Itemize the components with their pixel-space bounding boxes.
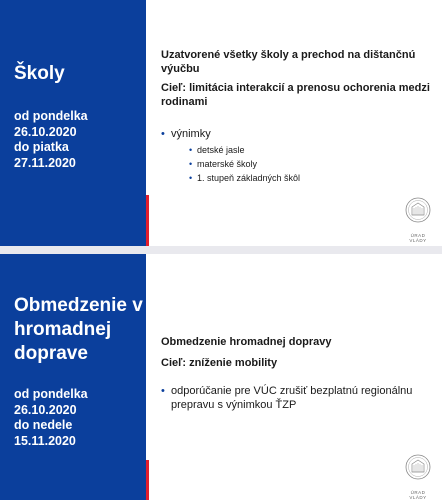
slide-title: Školy [14, 63, 65, 84]
slide-content [161, 335, 432, 412]
sidebar [0, 254, 146, 500]
sub-item: • materské školy [189, 157, 432, 171]
logo-label: ÚRAD VLÁDY [409, 233, 427, 243]
bullet-text: odporúčanie pre VÚC zrušiť bezplatnú regionálnu prepravu s výnimkou ŤZP [171, 385, 413, 411]
date-range [14, 109, 88, 171]
accent-line [146, 460, 149, 500]
sub-item: • detské jasle [189, 143, 432, 157]
heading-goal: Cieľ: zníženie mobility [161, 357, 278, 369]
date-line: 26.10.2020 [14, 124, 77, 139]
government-office-crest-icon [404, 195, 432, 243]
crest-graphic [404, 452, 432, 484]
slide-transport [0, 254, 442, 500]
slide-schools [0, 0, 442, 246]
slide-content [161, 48, 432, 185]
sub-item: • 1. stupeň základných škôl [189, 171, 432, 185]
accent-line [146, 195, 149, 246]
date-line: do nedele [14, 418, 73, 432]
logo-label: ÚRAD VLÁDY [409, 490, 427, 500]
heading-measure: Obmedzenie hromadnej dopravy [161, 336, 332, 348]
government-office-crest-icon [404, 452, 432, 500]
date-line: 15.11.2020 [14, 433, 76, 448]
heading-measure: Uzatvorené všetky školy a prechod na dištančnú výučbu [161, 49, 416, 75]
date-line: od pondelka [14, 387, 88, 401]
slide-separator [0, 246, 442, 254]
date-line: do piatka [14, 140, 69, 154]
bullet-item [161, 127, 432, 185]
sidebar [0, 0, 146, 246]
bullet-item [161, 384, 432, 412]
crest-graphic [404, 195, 432, 227]
bullet-text: výnimky [171, 128, 211, 140]
heading-goal: Cieľ: limitácia interakcií a prenosu ochorenia medzi rodinami [161, 82, 430, 108]
sub-list [189, 143, 432, 185]
date-line: 27.11.2020 [14, 155, 76, 170]
date-range [14, 387, 88, 449]
date-line: 26.10.2020 [14, 402, 77, 417]
slide-title: Obmedzenie v hromadnej doprave [14, 295, 143, 364]
date-line: od pondelka [14, 109, 88, 123]
